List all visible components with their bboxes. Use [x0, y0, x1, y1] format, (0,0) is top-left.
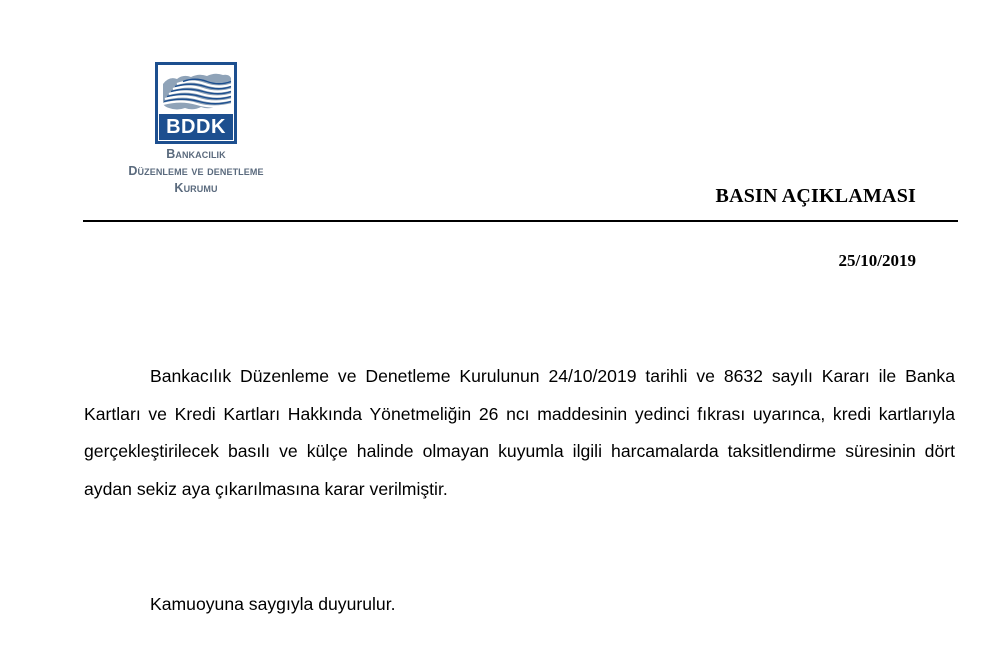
announcement-paragraph: Bankacılık Düzenleme ve Denetleme Kurulunun 24/10/2019 tarihli ve 8632 sayılı Kararı ile Banka Kartları ve Kredi Kartları Hakkında Yönetmeliğin 26 ncı maddesinin yedinci fıkrası uyarınca, kredi kartlarıyla gerçekleştirilecek basılı ve külçe halinde olmayan kuyumla ilgili harcamalarda taksitlendirme süresinin dört aydan sekiz aya çıkarılmasına karar verilmiştir. [84, 366, 955, 499]
closing-statement: Kamuoyuna saygıyla duyurulur. [150, 594, 396, 614]
logo-wordmark [159, 116, 233, 138]
organization-name-line-2: Düzenleme ve denetleme [128, 164, 264, 178]
header-divider [83, 220, 958, 222]
logo-label: BDDK [166, 116, 226, 138]
organization-name [70, 146, 322, 197]
document-date: 25/10/2019 [838, 251, 916, 270]
document-title: BASIN AÇIKLAMASI [715, 185, 916, 207]
organization-name-line-1: Bankacilik [166, 147, 226, 161]
organization-name-line-3: Kurumu [174, 181, 218, 195]
